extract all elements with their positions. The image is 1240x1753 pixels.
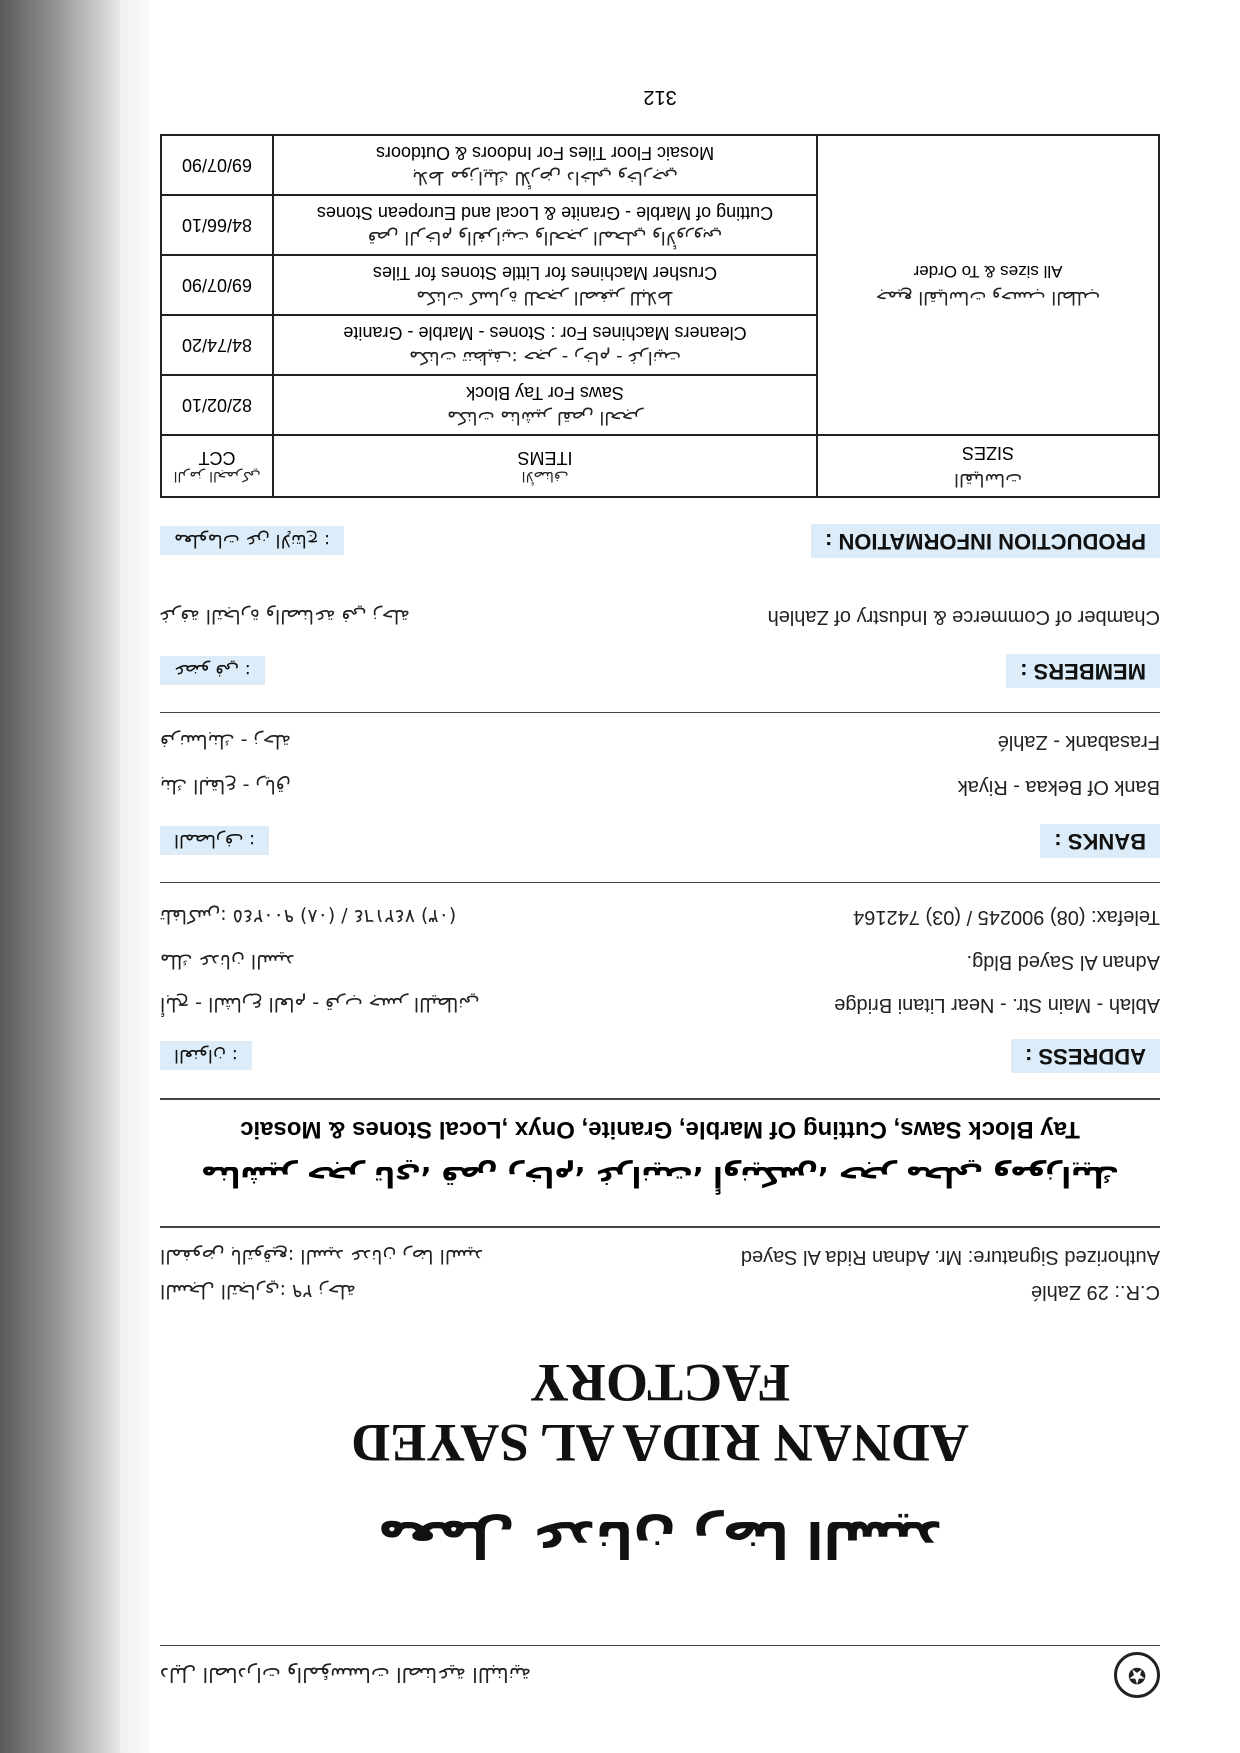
header-sizes <box>817 435 1159 497</box>
page-header <box>160 1652 1160 1698</box>
members-line1-arabic: غرفة التجارة والصناعة في زحلة <box>160 605 410 628</box>
item-cell <box>273 135 817 195</box>
rule-2 <box>160 1098 1160 1100</box>
header-items-arabic: الأصناف <box>521 468 569 485</box>
cct-cell: 84/74/20 <box>161 315 273 375</box>
table-header-row <box>161 435 1159 497</box>
cct-cell: 82/02/10 <box>161 375 273 435</box>
header-items-english: ITEMS <box>517 448 573 469</box>
address-line1-arabic: أبلح - الشارع العام - قرب جسر الليطاني <box>160 993 480 1016</box>
rule-1 <box>160 1226 1160 1228</box>
cr-row <box>160 1280 1160 1303</box>
item-english: Cutting of Marble - Granite & Local and European Stones <box>316 203 774 223</box>
header-cct <box>161 435 273 497</box>
emblem-icon: ✪ <box>1114 1652 1160 1698</box>
products-arabic: مناشير حجر تاي، قص رخام، غرانيت، أونيكس، حجر محلي وموزاييك <box>201 1160 1119 1193</box>
production-label-english: PRODUCTION INFORMATION : <box>811 524 1160 558</box>
page-number: 312 <box>643 86 677 108</box>
item-arabic: مكنات كسارة للحجر الصغير للبلاط <box>416 287 674 308</box>
directory-page <box>140 58 1160 1698</box>
bank-line1-english: Bank Of Bekaa - Riyak <box>957 776 1160 798</box>
address-label-english: ADDRESS : <box>1011 1039 1160 1073</box>
item-cell <box>273 255 817 315</box>
address-heading <box>160 1039 1160 1073</box>
cct-cell: 84/66/10 <box>161 195 273 255</box>
item-cell <box>273 315 817 375</box>
item-arabic: مكنات تنظيف: حجر - رخام - غرانيت <box>409 347 681 368</box>
company-name-line1: ADNAN RIDA AL SAYED <box>351 1413 969 1473</box>
header-items <box>273 435 817 497</box>
item-arabic: مكنات مناشير لقص الحجر <box>447 407 643 428</box>
production-label-arabic: معلومات عن الإنتاج : <box>160 527 344 556</box>
address-line2-english: Adnan Al Sayed Bldg. <box>966 951 1160 973</box>
bank-line2 <box>160 730 1160 753</box>
item-cell <box>273 375 817 435</box>
sizes-english: All sizes & To Order <box>913 262 1063 282</box>
members-heading <box>160 654 1160 688</box>
bank-line1 <box>160 775 1160 798</box>
cr-english: C.R.: 29 Zahlé <box>1031 1281 1160 1303</box>
address-label-arabic: العنوان : <box>160 1042 252 1071</box>
members-line1 <box>160 605 1160 628</box>
production-table <box>160 134 1160 498</box>
signature-arabic: المفوض بالتوقيع: السيد عدنان رضا السيد <box>160 1245 484 1268</box>
members-line1-english: Chamber of Commerce & Industry of Zahleh <box>767 606 1160 628</box>
cct-cell: 69/07/90 <box>161 135 273 195</box>
telefax-arabic: تلفاكس: ٩٠٠٢٤٥ (٠٨) / ٧٤٢١٦٤ (٠٣) <box>160 905 457 928</box>
banks-heading <box>160 824 1160 858</box>
item-arabic: بلاط موزاييك للأرض داخلي وخارجي <box>412 167 678 188</box>
members-label-arabic: عضو في : <box>160 657 265 686</box>
item-english: Mosaic Floor Tiles For Indoors & Outdoors <box>375 143 715 163</box>
sizes-arabic: جميع القياسات وحسب الطلب <box>875 287 1101 309</box>
header-sizes-arabic: القياسات <box>953 469 1023 490</box>
address-line2 <box>160 950 1160 973</box>
address-line1-english: Ablah - Main Str. - Near Litani Bridge <box>834 994 1160 1016</box>
bank-line2-arabic: فرنسابنك - زحلة <box>160 730 291 753</box>
item-arabic: قص الرخام والغرانيت والحجر المحلي والأوروبي <box>367 227 723 248</box>
table-row <box>161 375 1159 435</box>
bank-line2-english: Frasabank - Zahlé <box>997 731 1160 753</box>
products-english: Tay Block Saws, Cutting Of Marble, Granite, Onyx ,Local Stones & Mosaic <box>240 1116 1080 1143</box>
header-cct-english: CCT <box>198 448 236 469</box>
banks-label-english: BANKS : <box>1040 824 1160 858</box>
item-english: Crusher Machines for Little Stones for Tiles <box>372 263 718 283</box>
item-english: Saws For Tay Block <box>466 383 624 403</box>
signature-row <box>160 1245 1160 1268</box>
signature-english: Authorized Signature: Mr. Adnan Rida Al Sayed <box>740 1246 1160 1268</box>
sizes-cell <box>817 135 1159 435</box>
address-line1 <box>160 993 1160 1016</box>
rule-3 <box>160 882 1160 883</box>
company-name-english <box>160 1353 1160 1473</box>
members-label-english: MEMBERS : <box>1006 654 1160 688</box>
header-cct-arabic: الرمز الجمركي <box>173 468 261 485</box>
header-rule <box>160 1645 1160 1646</box>
company-name-arabic: معمل عدنان رضا السيد <box>377 1510 943 1568</box>
header-arabic-text: دليل الصادرات والمؤسسات الصناعية اللبنانية <box>160 1663 531 1687</box>
banks-label-arabic: المصارف : <box>160 827 269 856</box>
item-cell <box>273 195 817 255</box>
production-heading <box>160 524 1160 558</box>
cct-cell: 69/07/90 <box>161 255 273 315</box>
item-english: Cleaners Machines For : Stones - Marble - Granite <box>343 323 747 343</box>
cr-arabic: السجل التجاري: ٢٩ زحلة <box>160 1280 356 1303</box>
telefax-english: Telefax: (08) 900245 / (03) 742164 <box>853 906 1160 928</box>
bank-line1-arabic: بنك البقاع - رياق <box>160 775 291 798</box>
header-sizes-english: SIZES <box>962 443 1015 463</box>
address-line2-arabic: ملك عدنان السيد <box>160 950 295 973</box>
telefax-row <box>160 905 1160 928</box>
rule-4 <box>160 712 1160 713</box>
binding-shadow-dark <box>0 0 120 1753</box>
company-name-line2: FACTORY <box>529 1353 791 1413</box>
